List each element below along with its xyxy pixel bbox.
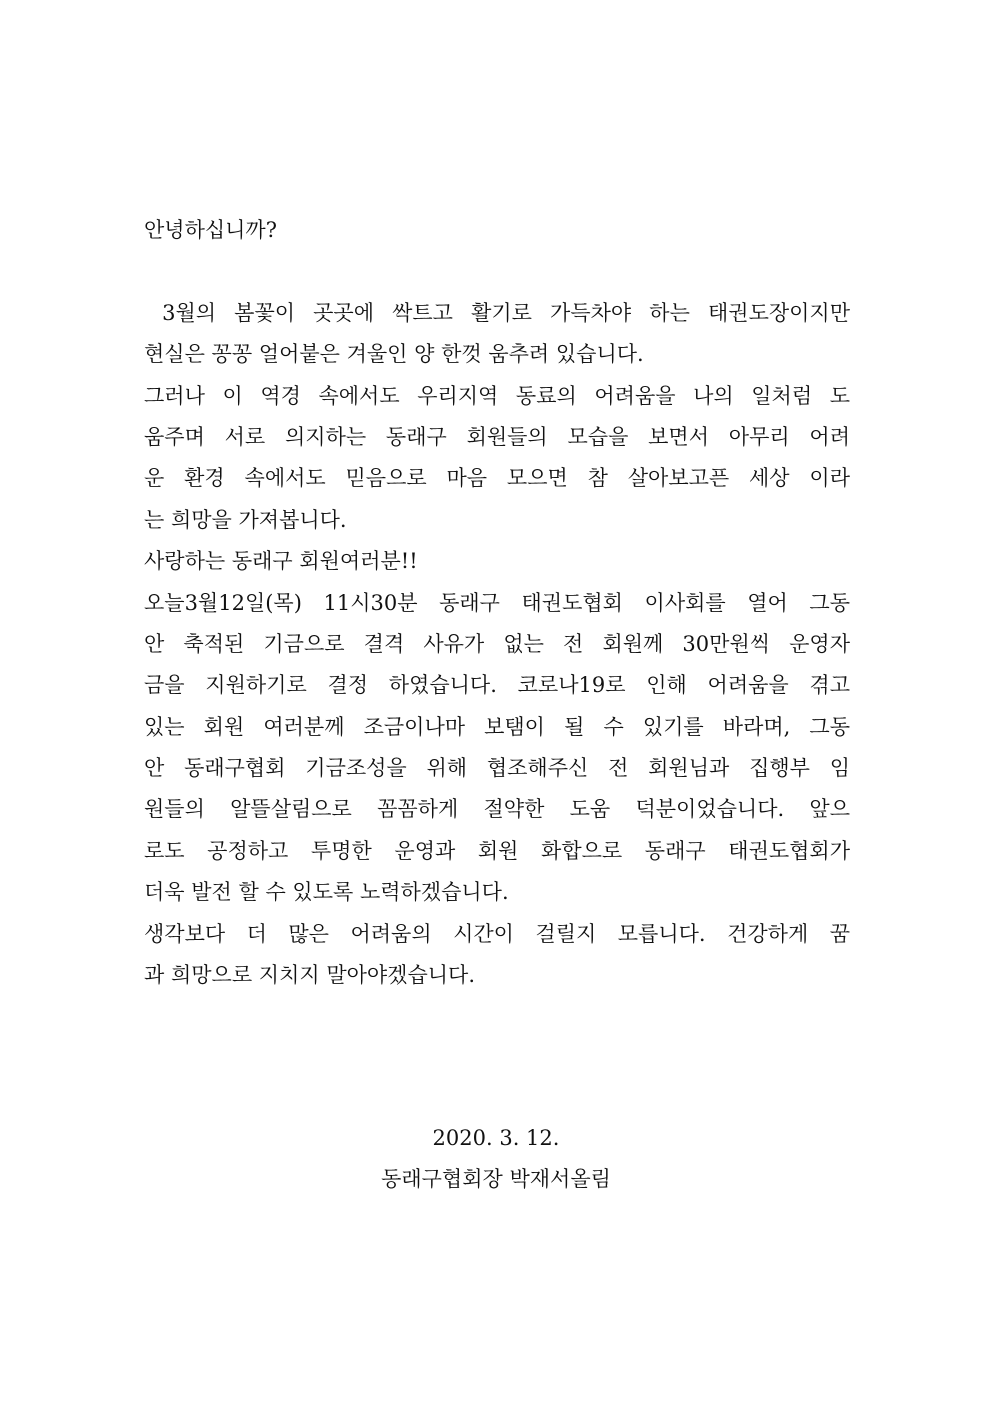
paragraph-2-line-2: 움주며 서로 의지하는 동래구 회원들의 모습을 보면서 아무리 어려 — [144, 424, 850, 449]
paragraph-4-line-1: 오늘3월12일(목) 11시30분 동래구 태권도협회 이사회를 열어 그동 — [144, 590, 850, 615]
paragraph-1-line-1: 3월의 봄꽃이 곳곳에 싹트고 활기로 가득차야 하는 태권도장이지만 — [144, 300, 850, 325]
paragraph-4-line-4: 있는 회원 여러분께 조금이나마 보탬이 될 수 있기를 바라며, 그동 — [144, 714, 850, 739]
greeting-line: 안녕하십니까? — [144, 218, 277, 242]
paragraph-4-line-3: 금을 지원하기로 결정 하였습니다. 코로나19로 인해 어려움을 겪고 — [144, 673, 850, 698]
paragraph-gap — [144, 251, 850, 292]
paragraph-2-line-4: 는 희망을 가져봅니다. — [144, 507, 347, 532]
paragraph-1-line-2: 현실은 꽁꽁 얼어붙은 겨울인 양 한껏 움추려 있습니다. — [144, 342, 644, 367]
letter-date: 2020. 3. 12. — [432, 1126, 560, 1150]
paragraph-4-line-5: 안 동래구협회 기금조성을 위해 협조해주신 전 회원님과 집행부 임 — [144, 756, 850, 781]
paragraph-5-line-1: 생각보다 더 많은 어려움의 시간이 걸릴지 모릅니다. 건강하게 꿈 — [144, 921, 850, 946]
paragraph-4-line-2: 안 축적된 기금으로 결격 사유가 없는 전 회원께 30만원씩 운영자 — [144, 631, 850, 656]
paragraph-4-line-6: 원들의 알뜰살림으로 꼼꼼하게 절약한 도움 덕분이었습니다. 앞으 — [144, 797, 850, 822]
signer-name: 동래구협회장 박재서올림 — [381, 1167, 611, 1191]
letter-body — [144, 210, 850, 996]
paragraph-3-line-1: 사랑하는 동래구 회원여러분!! — [144, 549, 418, 574]
paragraph-4-line-7: 로도 공정하고 투명한 운영과 회원 화합으로 동래구 태권도협회가 — [144, 838, 850, 863]
signature-block — [0, 1118, 992, 1200]
paragraph-2-line-3: 운 환경 속에서도 믿음으로 마음 모으면 참 살아보고픈 세상 이라 — [144, 466, 850, 491]
paragraph-4-line-8: 더욱 발전 할 수 있도록 노력하겠습니다. — [144, 880, 509, 905]
paragraph-5-line-2: 과 희망으로 지치지 말아야겠습니다. — [144, 963, 475, 988]
paragraph-2-line-1: 그러나 이 역경 속에서도 우리지역 동료의 어려움을 나의 일처럼 도 — [144, 383, 850, 408]
